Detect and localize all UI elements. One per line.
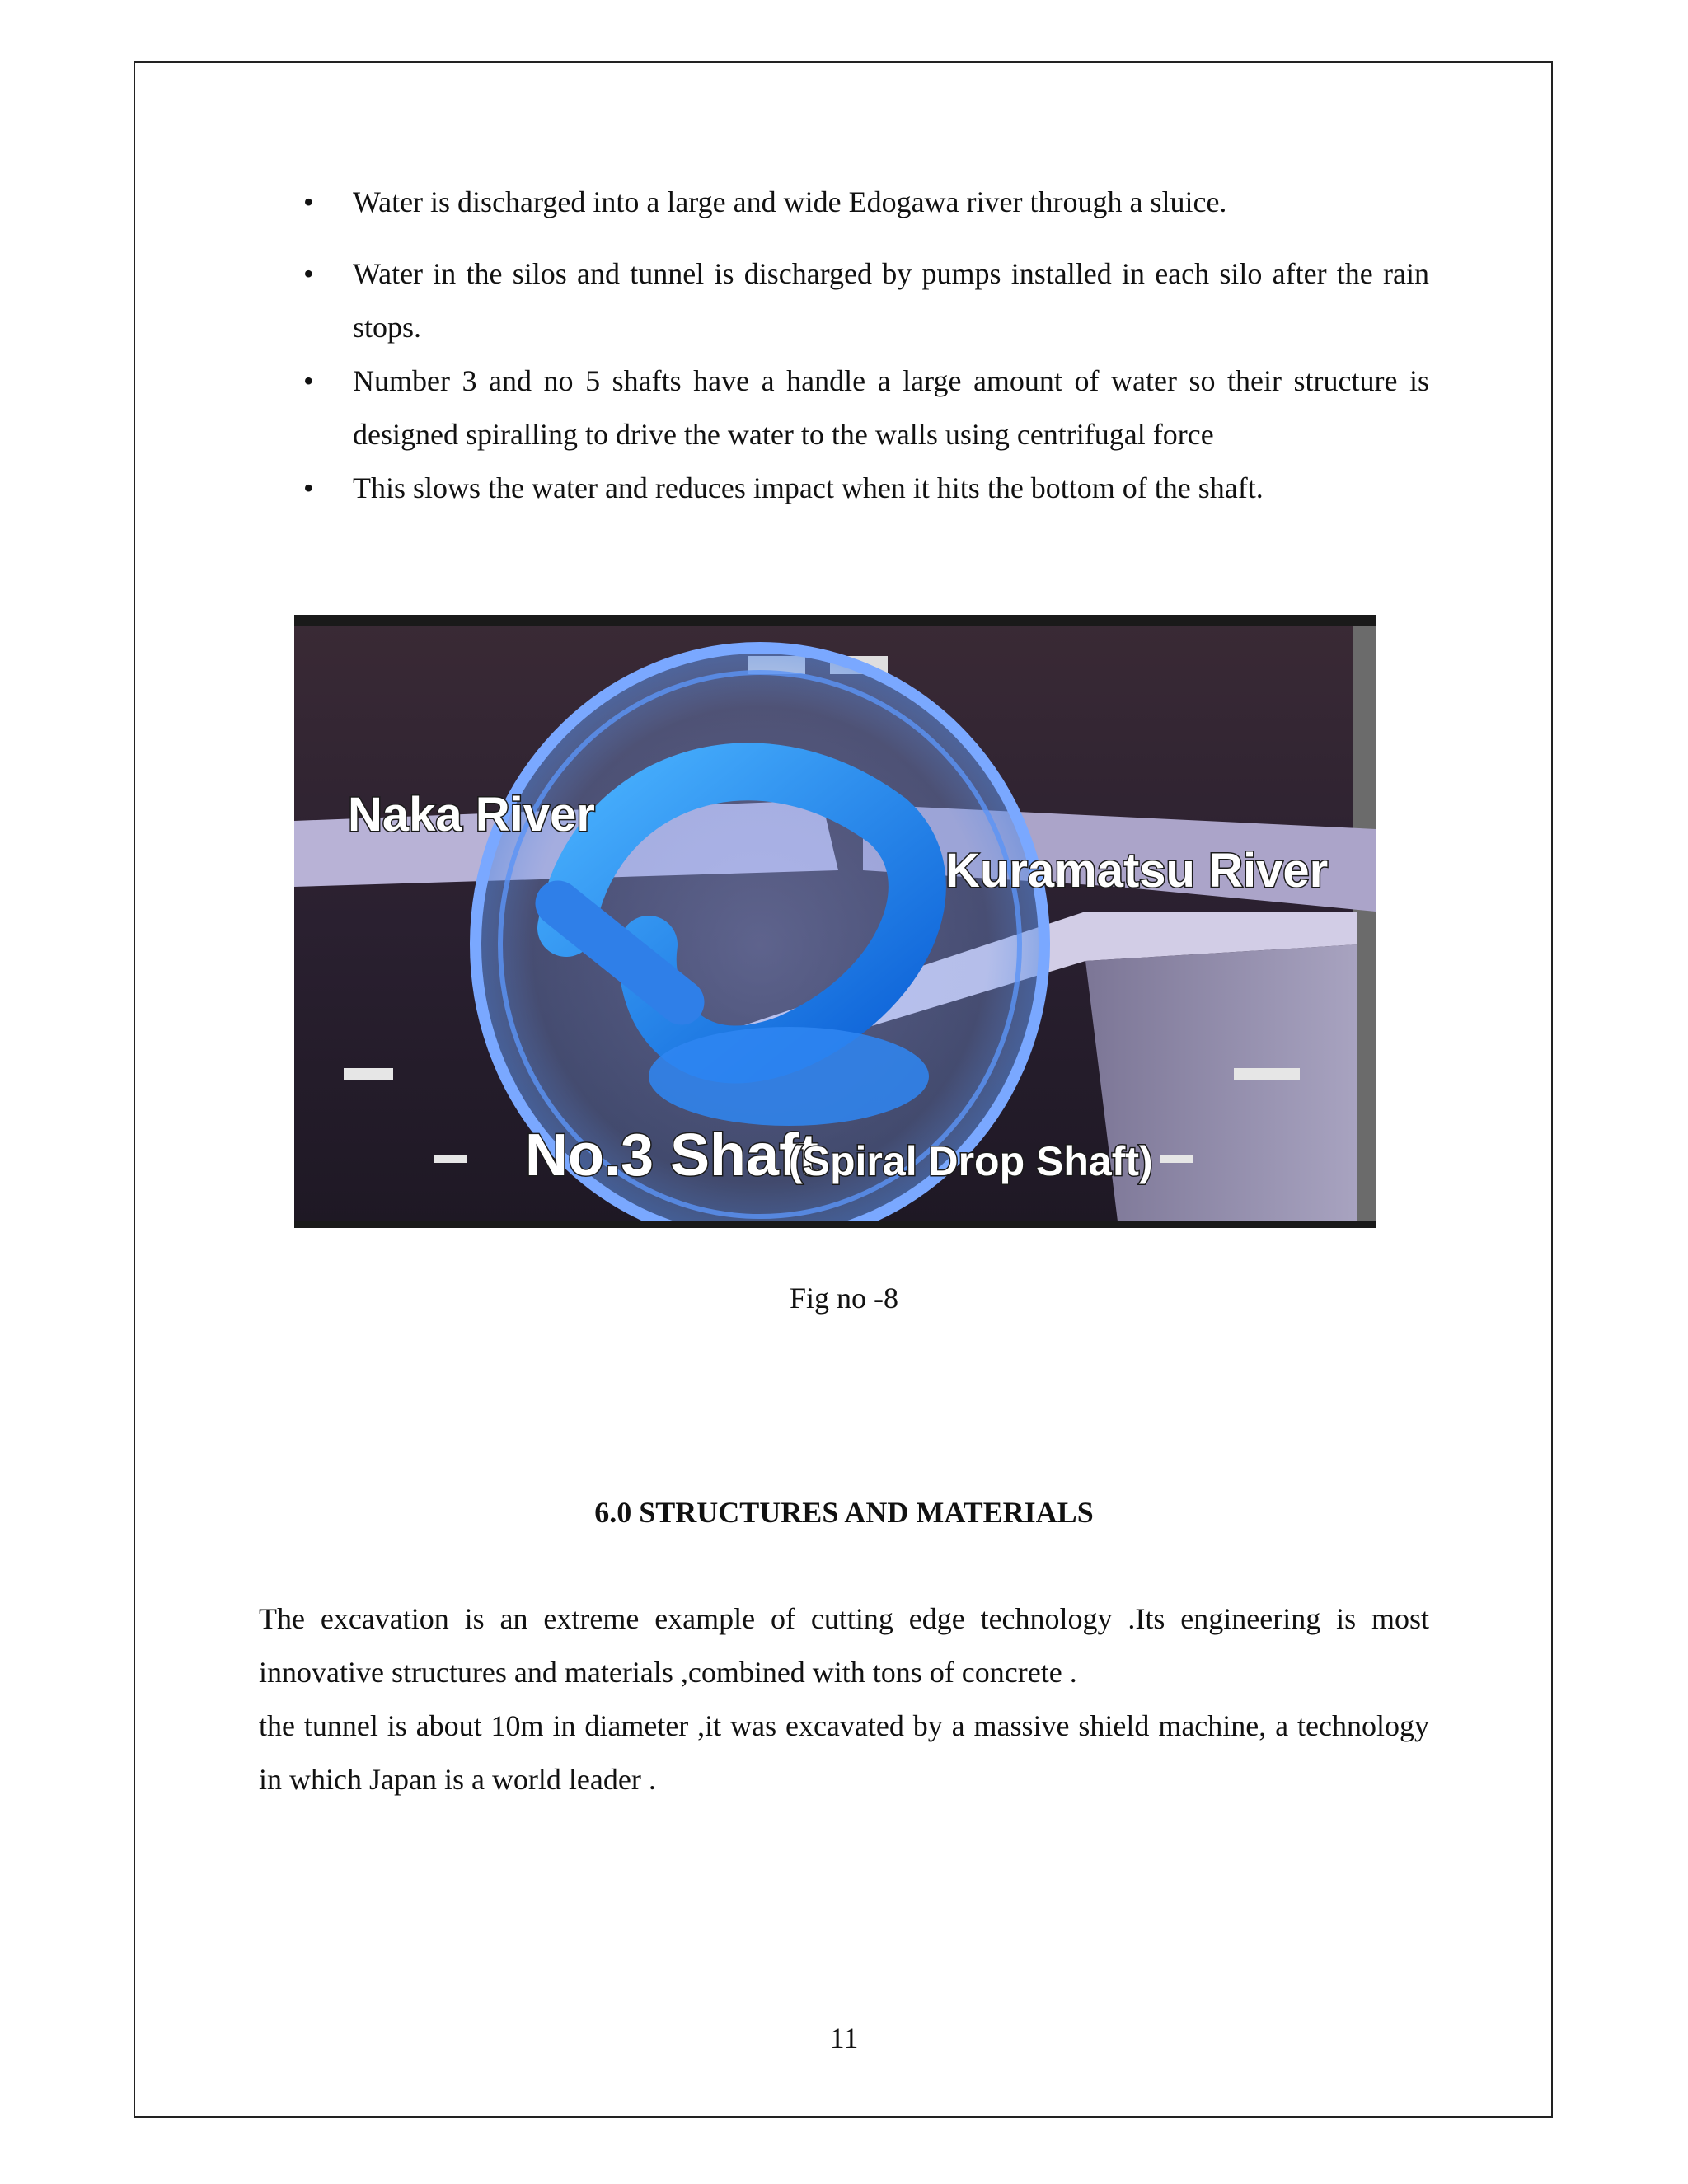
kuramatsu-river-label: Kuramatsu River	[945, 844, 1329, 898]
bullet-item: • Water in the silos and tunnel is discharged by pumps installed in each silo after the rain stops.	[297, 247, 1429, 354]
bullet-item: • Water is discharged into a large and wide Edogawa river through a sluice.	[297, 176, 1429, 229]
section-heading: 6.0 STRUCTURES AND MATERIALS	[594, 1496, 1094, 1529]
section-body	[259, 1592, 1429, 1807]
page-number: 11	[829, 2022, 859, 2055]
naka-river-label: Naka River	[348, 788, 595, 841]
shaft-label: No.3 Shaft	[525, 1122, 819, 1188]
shaft-sublabel: (Spiral Drop Shaft)	[789, 1138, 1153, 1184]
body-paragraph: The excavation is an extreme example of cutting edge technology .Its engineering is most innovative structures and materials ,combined with tons of concrete .	[259, 1602, 1429, 1689]
bullet-item: • This slows the water and reduces impact when it hits the bottom of the shaft.	[297, 462, 1429, 515]
body-paragraph: the tunnel is about 10m in diameter ,it was excavated by a massive shield machine, a technology in which Japan is a world leader .	[259, 1709, 1429, 1796]
figure-caption: Fig no -8	[789, 1282, 898, 1315]
bullet-item: • Number 3 and no 5 shafts have a handle a large amount of water so their structure is designed spiralling to drive the water to the walls using centrifugal force	[297, 354, 1429, 462]
bullet-list	[297, 176, 1429, 515]
figure-spiral-drop-shaft	[294, 615, 1376, 1228]
